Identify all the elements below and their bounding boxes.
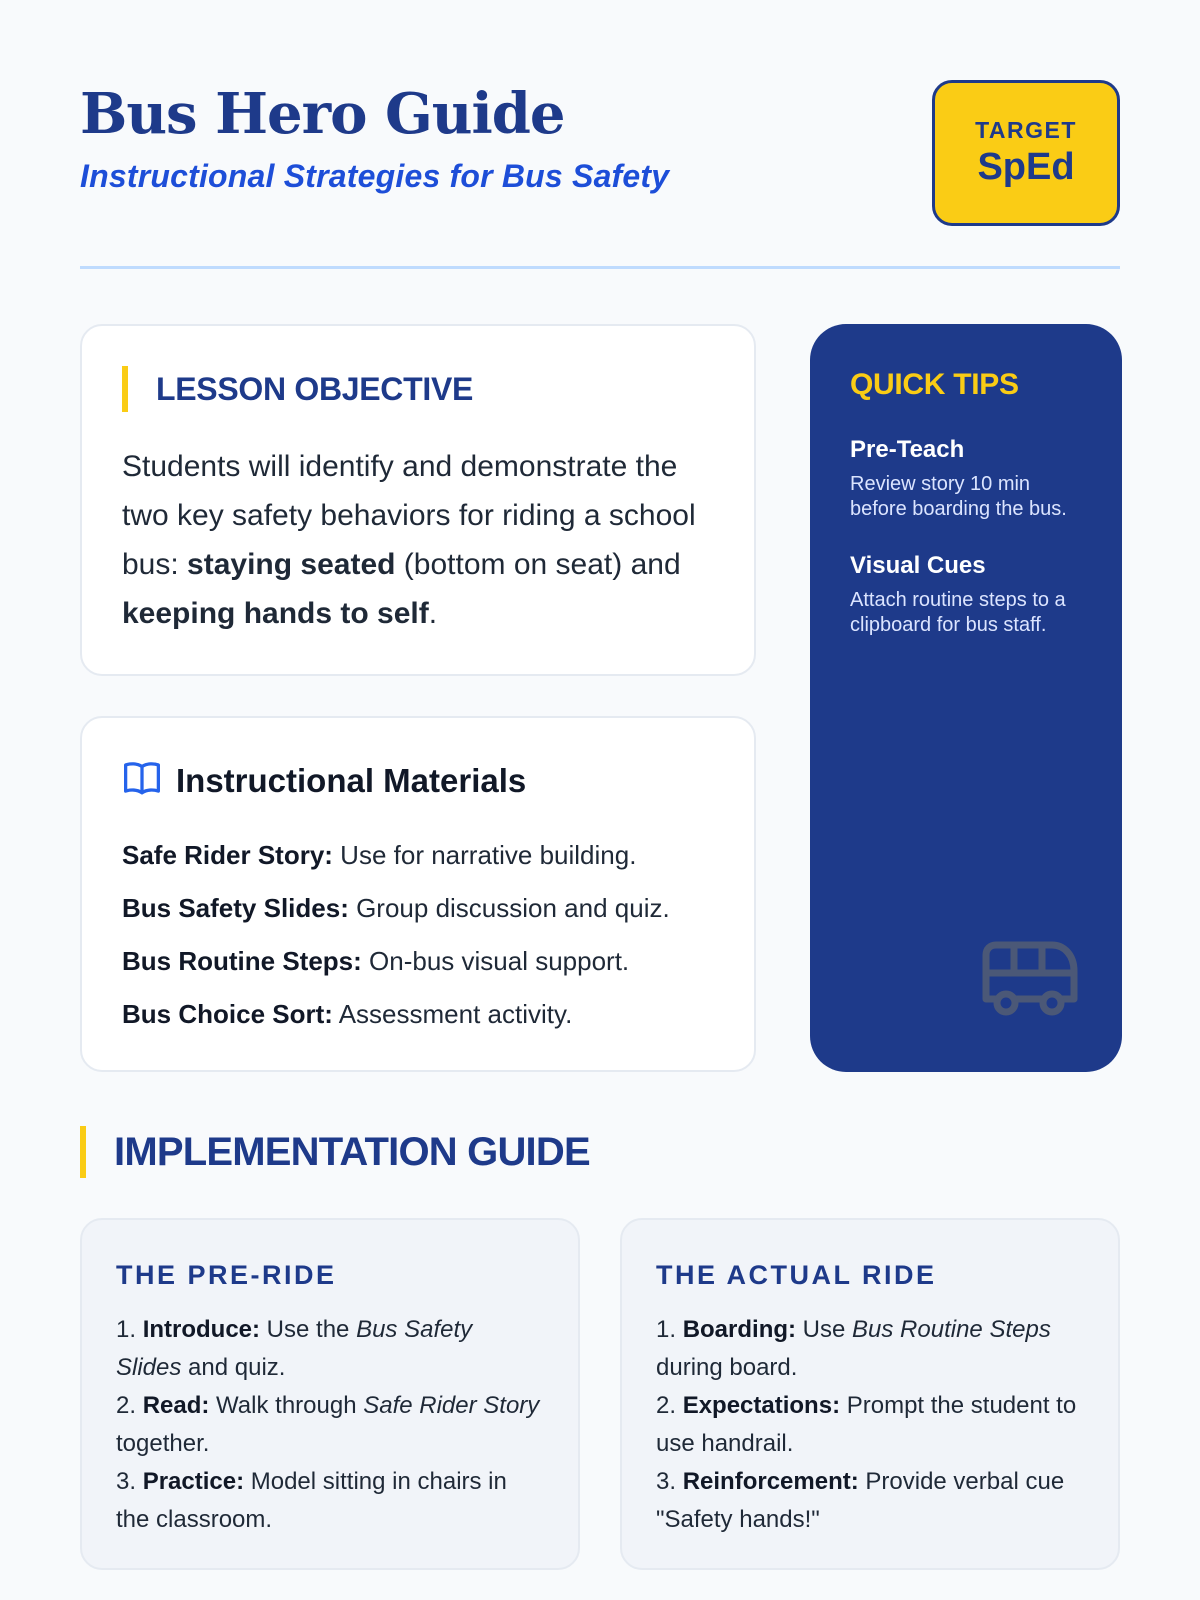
accent-bar — [122, 366, 128, 412]
book-icon — [122, 760, 162, 801]
lesson-objective-heading: LESSON OBJECTIVE — [156, 370, 474, 407]
tip-item — [850, 552, 1082, 638]
material-desc: Assessment activity. — [332, 999, 573, 1029]
target-badge — [932, 80, 1120, 226]
step-text: and quiz. — [181, 1354, 286, 1381]
step-item — [656, 1311, 1084, 1387]
tip-title: Visual Cues — [850, 552, 986, 579]
material-name: Bus Safety Slides: — [122, 893, 349, 923]
page-header — [80, 80, 1120, 230]
material-name: Safe Rider Story: — [122, 840, 333, 870]
step-label: Introduce: — [142, 1316, 261, 1343]
step-label: Read: — [142, 1392, 210, 1419]
materials-header — [122, 760, 714, 801]
material-name: Bus Routine Steps: — [122, 946, 362, 976]
step-label: Boarding: — [682, 1316, 797, 1343]
page-subtitle: Instructional Strategies for Bus Safety — [80, 158, 670, 194]
quick-tips-panel — [810, 324, 1122, 1072]
step-item — [656, 1463, 1084, 1539]
step-label: Expectations: — [682, 1392, 841, 1419]
tip-title: Pre-Teach — [850, 436, 965, 463]
step-material: Safe Rider Story — [363, 1392, 540, 1419]
step-item — [656, 1387, 1084, 1463]
header-divider — [80, 266, 1120, 269]
step-text: Walk through — [209, 1392, 364, 1419]
step-item — [116, 1311, 544, 1387]
tip-desc: Review story 10 min before boarding the bus. — [850, 473, 1067, 520]
step-material: Bus Safety Slides — [116, 1316, 473, 1381]
quick-tips-heading: QUICK TIPS — [850, 368, 1019, 401]
materials-list — [122, 829, 714, 1041]
material-desc: Use for narrative building. — [332, 840, 637, 870]
implementation-header — [80, 1126, 590, 1178]
objective-text-part: (bottom on seat) and — [395, 548, 681, 581]
objective-behavior-seated: staying seated — [187, 548, 396, 581]
instructional-materials-card — [80, 716, 756, 1072]
accent-bar — [80, 1126, 86, 1178]
implementation-heading: IMPLEMENTATION GUIDE — [114, 1129, 590, 1174]
step-number: 2. — [116, 1392, 143, 1419]
tip-item — [850, 436, 1082, 522]
step-text: Use the — [260, 1316, 357, 1343]
step-text: Provide verbal cue "Safety hands!" — [656, 1468, 1065, 1533]
list-item — [122, 882, 714, 935]
lesson-objective-card — [80, 324, 756, 676]
step-text: Use — [796, 1316, 853, 1343]
objective-text-part: . — [428, 597, 438, 630]
page-title: Bus Hero Guide — [80, 81, 565, 147]
tip-desc: Attach routine steps to a clipboard for bus staff. — [850, 589, 1066, 636]
target-badge-value: SpEd — [977, 146, 1075, 188]
step-item — [116, 1387, 544, 1463]
material-name: Bus Choice Sort: — [122, 999, 333, 1029]
step-label: Reinforcement: — [682, 1468, 859, 1495]
pre-ride-card — [80, 1218, 580, 1570]
pre-ride-steps — [116, 1311, 544, 1539]
bus-icon — [980, 941, 1080, 1022]
materials-heading: Instructional Materials — [176, 761, 527, 799]
objective-text-part: Students will identify and demonstrate the two key safety behaviors for riding a school bus: — [122, 450, 696, 581]
actual-ride-card — [620, 1218, 1120, 1570]
objective-behavior-hands: keeping hands to self — [122, 597, 429, 630]
step-text: Model sitting in chairs in the classroom. — [116, 1468, 507, 1533]
lesson-objective-text — [122, 442, 714, 638]
step-text: Prompt the student to use handrail. — [656, 1392, 1077, 1457]
step-number: 3. — [116, 1468, 143, 1495]
material-desc: Group discussion and quiz. — [348, 893, 670, 923]
step-label: Practice: — [142, 1468, 245, 1495]
step-number: 2. — [656, 1392, 683, 1419]
pre-ride-heading: THE PRE-RIDE — [116, 1260, 337, 1290]
material-desc: On-bus visual support. — [361, 946, 630, 976]
step-number: 1. — [656, 1316, 683, 1343]
step-text: together. — [116, 1430, 210, 1457]
list-item — [122, 935, 714, 988]
list-item — [122, 829, 714, 882]
actual-ride-heading: THE ACTUAL RIDE — [656, 1260, 937, 1290]
step-text: during board. — [656, 1354, 798, 1381]
list-item — [122, 988, 714, 1041]
actual-ride-steps — [656, 1311, 1084, 1539]
target-badge-label: TARGET — [975, 117, 1077, 143]
step-number: 3. — [656, 1468, 683, 1495]
step-item — [116, 1463, 544, 1539]
lesson-objective-header — [122, 366, 714, 412]
step-material: Bus Routine Steps — [852, 1316, 1051, 1343]
step-number: 1. — [116, 1316, 143, 1343]
